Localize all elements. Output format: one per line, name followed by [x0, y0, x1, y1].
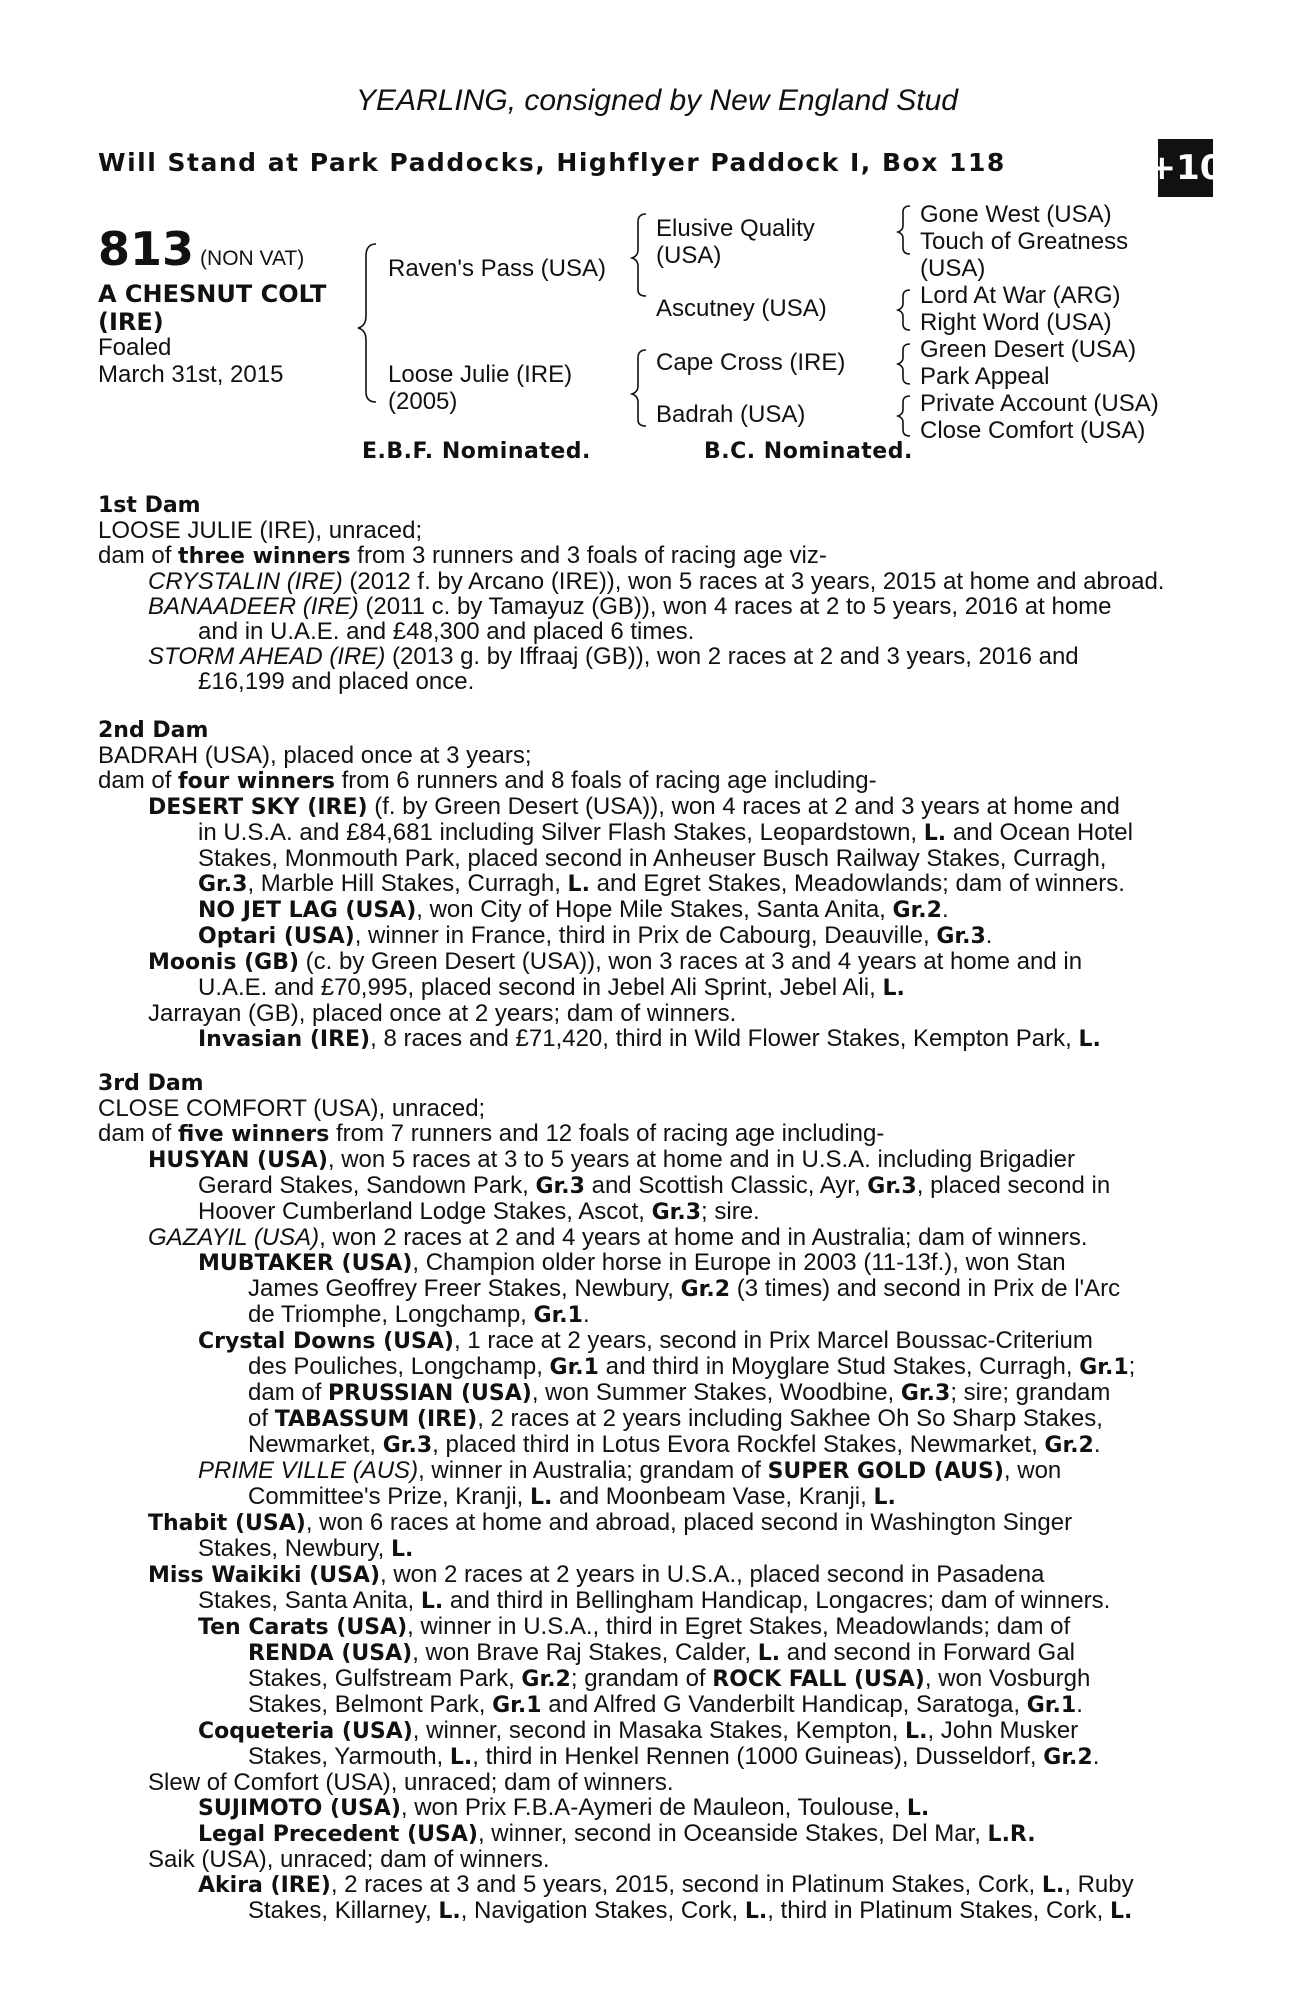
gg-7: Private Account (USA): [920, 390, 1159, 417]
text-run: , third in Henkel Rennen (1000 Guineas), Dusseldorf,: [472, 1743, 1044, 1770]
third-dam-line: [98, 1147, 1194, 1173]
text-run: , won Vosburgh: [924, 1665, 1091, 1692]
text-run: Gr.2: [521, 1667, 571, 1692]
text-run: SUPER GOLD (AUS): [767, 1459, 1004, 1484]
gg-1: Gone West (USA): [920, 201, 1112, 228]
third-dam-line: [98, 1302, 1194, 1328]
text-run: Gr.2: [892, 898, 942, 923]
text-run: Newmarket,: [248, 1431, 383, 1458]
first-dam-heading: 1st Dam: [98, 493, 201, 518]
third-dam-line: Saik (USA), unraced; dam of winners.: [148, 1846, 550, 1873]
text-run: ROCK FALL (USA): [712, 1667, 925, 1692]
text-run: L.: [530, 1485, 553, 1510]
dam-name-line2: (2005): [388, 388, 458, 415]
third-dam-line: [98, 1898, 1194, 1924]
text-run: Gr.2: [680, 1277, 731, 1302]
text-run: Gr.3: [535, 1174, 585, 1199]
third-dam-line: [98, 1536, 1194, 1562]
text-run: dam of: [98, 1120, 179, 1147]
text-run: STORM AHEAD (IRE): [148, 643, 386, 670]
second-dam-heading: 2nd Dam: [98, 718, 209, 743]
text-run: Akira (IRE): [198, 1873, 331, 1898]
gg-5: Green Desert (USA): [920, 336, 1137, 363]
third-dam-line: [98, 1276, 1194, 1302]
text-run: , Navigation Stakes, Cork,: [460, 1897, 745, 1924]
brace-dam: [632, 350, 646, 426]
text-run: L.: [906, 1796, 930, 1821]
third-dam-line: [98, 1173, 1194, 1199]
text-run: Thabit (USA): [148, 1511, 306, 1536]
first-dam-line: [98, 543, 1194, 569]
bc-nomination: B.C. Nominated.: [704, 439, 913, 464]
third-dam-line: [98, 1406, 1194, 1432]
gg-2-line2: (USA): [920, 255, 986, 282]
text-run: L.: [420, 1589, 444, 1614]
text-run: James Geoffrey Freer Stakes, Newbury,: [248, 1275, 681, 1302]
text-run: U.A.E. and £70,995, placed second in Jebel Ali Sprint, Jebel Ali,: [198, 974, 883, 1001]
text-run: and Moonbeam Vase, Kranji,: [552, 1483, 874, 1510]
text-run: , won 5 races at 3 to 5 years at home and in U.S.A. including Brigadier: [327, 1146, 1075, 1173]
brace-g4: [898, 396, 910, 436]
text-run: PRIME VILLE (AUS): [198, 1457, 419, 1484]
gg-4: Right Word (USA): [920, 309, 1112, 336]
text-run: GAZAYIL (USA): [148, 1224, 320, 1251]
text-run: DESERT SKY (IRE): [148, 795, 368, 820]
sire-sire-line1: Elusive Quality: [656, 215, 815, 242]
text-run: L.: [390, 1537, 414, 1562]
text-run: , winner in Australia; grandam of: [418, 1457, 768, 1484]
third-dam-line: Slew of Comfort (USA), unraced; dam of winners.: [148, 1769, 674, 1796]
second-dam-line: [98, 923, 1194, 949]
text-run: .: [1092, 1743, 1100, 1770]
text-run: ; sire; grandam: [950, 1379, 1111, 1406]
text-run: , won City of Hope Mile Stakes, Santa Anita,: [416, 896, 893, 923]
text-run: three winners: [178, 544, 351, 569]
third-dam-line: [98, 1458, 1194, 1484]
third-dam-line: [98, 1692, 1194, 1718]
third-dam-line: [98, 1562, 1194, 1588]
text-run: L.: [923, 821, 947, 846]
text-run: BANAADEER (IRE): [148, 593, 359, 620]
third-dam-line: CLOSE COMFORT (USA), unraced;: [98, 1095, 486, 1122]
text-run: , won 6 races at home and abroad, placed second in Washington Singer: [305, 1509, 1073, 1536]
ebf-nomination: E.B.F. Nominated.: [362, 439, 591, 464]
third-dam-line: [98, 1199, 1194, 1225]
text-run: Miss Waikiki (USA): [148, 1563, 380, 1588]
second-dam-line: [98, 820, 1194, 846]
text-run: CRYSTALIN (IRE): [148, 568, 343, 595]
text-run: Committee's Prize, Kranji,: [248, 1483, 530, 1510]
badge-label: +10: [1147, 148, 1224, 188]
third-dam-line: [98, 1380, 1194, 1406]
text-run: , 8 races and £71,420, third in Wild Flower Stakes, Kempton Park,: [370, 1025, 1079, 1052]
dam-sire: Cape Cross (IRE): [656, 349, 846, 376]
brace-g2: [898, 290, 910, 330]
text-run: Stakes, Killarney,: [248, 1897, 439, 1924]
third-dam-line: [98, 1328, 1194, 1354]
third-dam-line: [98, 1666, 1194, 1692]
text-run: RENDA (USA): [248, 1641, 413, 1666]
text-run: , won: [1003, 1457, 1062, 1484]
gg-6: Park Appeal: [920, 363, 1050, 390]
third-dam-heading: 3rd Dam: [98, 1071, 204, 1096]
text-run: from 7 runners and 12 foals of racing age including-: [329, 1120, 885, 1147]
text-run: Stakes, Newbury,: [198, 1535, 391, 1562]
text-run: Gr.3: [198, 872, 248, 897]
text-run: de Triomphe, Longchamp,: [248, 1301, 534, 1328]
lot-vat: (NON VAT): [200, 247, 305, 270]
text-run: and Egret Stakes, Meadowlands; dam of winners.: [589, 870, 1125, 897]
text-run: , won Brave Raj Stakes, Calder,: [412, 1639, 758, 1666]
text-run: , winner in U.S.A., third in Egret Stakes, Meadowlands; dam of: [407, 1613, 1071, 1640]
brace-parents: [358, 244, 376, 402]
text-run: TABASSUM (IRE): [274, 1407, 478, 1432]
text-run: and Ocean Hotel: [946, 819, 1133, 846]
text-run: Crystal Downs (USA): [198, 1329, 454, 1354]
text-run: , placed third in Lotus Evora Rockfel Stakes, Newmarket,: [432, 1431, 1045, 1458]
text-run: Ten Carats (USA): [198, 1615, 408, 1640]
text-run: L.: [449, 1745, 473, 1770]
text-run: .: [582, 1301, 590, 1328]
text-run: MUBTAKER (USA): [198, 1251, 413, 1276]
text-run: , placed second in: [916, 1172, 1111, 1199]
text-run: Stakes, Gulfstream Park,: [248, 1665, 522, 1692]
text-run: of: [248, 1405, 275, 1432]
text-run: Stakes, Santa Anita,: [198, 1587, 421, 1614]
text-run: Gr.3: [936, 924, 986, 949]
text-run: , Ruby: [1064, 1871, 1134, 1898]
third-dam-line: [98, 1225, 1194, 1250]
gg-2-line1: Touch of Greatness: [920, 228, 1129, 255]
text-run: Legal Precedent (USA): [198, 1822, 478, 1847]
third-dam-line: [98, 1484, 1194, 1510]
text-run: .: [941, 896, 949, 923]
text-run: .: [1093, 1431, 1101, 1458]
text-run: NO JET LAG (USA): [198, 898, 417, 923]
text-run: (3 times) and second in Prix de l'Arc: [730, 1275, 1121, 1302]
second-dam-line: [98, 871, 1194, 897]
text-run: (2013 g. by Iffraaj (GB)), won 2 races at 2 and 3 years, 2016 and: [385, 643, 1079, 670]
text-run: PRUSSIAN (USA): [328, 1381, 532, 1406]
text-run: Coqueteria (USA): [198, 1719, 413, 1744]
text-run: L.: [567, 872, 590, 897]
text-run: , winner, second in Masaka Stakes, Kempton,: [412, 1717, 906, 1744]
brace-g3: [898, 344, 910, 384]
text-run: Stakes, Yarmouth,: [248, 1743, 450, 1770]
text-run: Gr.2: [1044, 1433, 1094, 1458]
text-run: Gr.1: [1079, 1355, 1129, 1380]
text-run: and third in Bellingham Handicap, Longacres; dam of winners.: [443, 1587, 1111, 1614]
first-dam-line: [98, 644, 1194, 669]
dam-name-line1: Loose Julie (IRE): [388, 361, 573, 388]
third-dam-section: [98, 1071, 1194, 1924]
text-run: Gr.1: [549, 1355, 599, 1380]
text-run: L.: [438, 1899, 461, 1924]
text-run: , winner, second in Oceanside Stakes, Del Mar,: [477, 1820, 988, 1847]
text-run: (c. by Green Desert (USA)), won 3 races at 3 and 4 years at home and in: [299, 948, 1083, 975]
first-dam-line: £16,199 and placed once.: [198, 668, 475, 695]
third-dam-line: [98, 1121, 1194, 1147]
text-run: L.: [1110, 1899, 1133, 1924]
dam-dam: Badrah (USA): [656, 401, 806, 428]
text-run: Gr.2: [1043, 1745, 1093, 1770]
text-run: Optari (USA): [198, 924, 355, 949]
text-run: L.: [744, 1899, 768, 1924]
second-dam-line: [98, 768, 1194, 794]
horse-name-line1: A CHESNUT COLT: [98, 280, 327, 308]
text-run: des Pouliches, Longchamp,: [248, 1353, 550, 1380]
text-run: ; sire.: [701, 1198, 760, 1225]
text-run: Moonis (GB): [148, 950, 300, 975]
second-dam-line: [98, 975, 1194, 1001]
text-run: HUSYAN (USA): [148, 1148, 328, 1173]
third-dam-line: [98, 1614, 1194, 1640]
text-run: from 3 runners and 3 foals of racing age viz-: [350, 542, 827, 569]
brace-sire: [632, 214, 646, 296]
third-dam-line: [98, 1821, 1194, 1847]
text-run: Invasian (IRE): [198, 1027, 371, 1052]
text-run: and second in Forward Gal: [780, 1639, 1075, 1666]
first-dam-line: LOOSE JULIE (IRE), unraced;: [98, 517, 423, 544]
third-dam-line: [98, 1640, 1194, 1666]
text-run: , Marble Hill Stakes, Curragh,: [247, 870, 568, 897]
text-run: L.: [1041, 1873, 1065, 1898]
text-run: dam of: [248, 1379, 329, 1406]
text-run: and Alfred G Vanderbilt Handicap, Saratoga,: [541, 1691, 1027, 1718]
text-run: , John Musker: [927, 1717, 1079, 1744]
text-run: Gr.1: [533, 1303, 583, 1328]
second-dam-line: [98, 897, 1194, 923]
first-dam-line: and in U.A.E. and £48,300 and placed 6 times.: [198, 618, 695, 645]
text-run: , winner in France, third in Prix de Cabourg, Deauville,: [354, 922, 937, 949]
text-run: Gr.1: [492, 1693, 542, 1718]
brace-g1: [898, 206, 910, 254]
first-dam-line: [98, 569, 1194, 594]
third-dam-line: [98, 1510, 1194, 1536]
text-run: L.: [905, 1719, 928, 1744]
text-run: , won Summer Stakes, Woodbine,: [531, 1379, 901, 1406]
text-run: L.: [1078, 1027, 1101, 1052]
text-run: .: [1076, 1691, 1083, 1718]
sire-dam: Ascutney (USA): [656, 295, 827, 322]
text-run: from 6 runners and 8 foals of racing age including-: [334, 767, 877, 794]
text-run: L.: [757, 1641, 781, 1666]
text-run: four winners: [178, 769, 335, 794]
text-run: Gr.3: [651, 1200, 702, 1225]
gg-8: Close Comfort (USA): [920, 417, 1146, 444]
text-run: .: [985, 922, 993, 949]
text-run: (2011 c. by Tamayuz (GB)), won 4 races at 2 to 5 years, 2016 at home: [358, 593, 1112, 620]
text-run: and Scottish Classic, Ayr,: [584, 1172, 868, 1199]
second-dam-line: [98, 794, 1194, 820]
third-dam-line: [98, 1432, 1194, 1458]
second-dam-line: Jarrayan (GB), placed once at 2 years; dam of winners.: [148, 1000, 737, 1027]
stand-location: Will Stand at Park Paddocks, Highflyer Paddock I, Box 118: [98, 148, 1006, 177]
text-run: Gr.3: [867, 1174, 917, 1199]
sire-sire-line2: (USA): [656, 242, 722, 269]
text-run: ; grandam of: [570, 1665, 713, 1692]
text-run: L.: [882, 976, 905, 1001]
second-dam-section: [98, 718, 1194, 1052]
text-run: in U.S.A. and £84,681 including Silver Flash Stakes, Leopardstown,: [198, 819, 924, 846]
third-dam-line: [98, 1872, 1194, 1898]
text-run: Stakes, Belmont Park,: [248, 1691, 493, 1718]
text-run: , won 2 races at 2 and 4 years at home and in Australia; dam of winners.: [319, 1224, 1088, 1251]
text-run: dam of: [98, 767, 179, 794]
first-dam-section: [98, 493, 1194, 694]
third-dam-line: [98, 1718, 1194, 1744]
text-run: , won 2 races at 2 years in U.S.A., placed second in Pasadena: [380, 1561, 1045, 1588]
lot-number: 813: [98, 222, 195, 276]
text-run: dam of: [98, 542, 179, 569]
text-run: Gr.3: [382, 1433, 433, 1458]
page-title: YEARLING, consigned by New England Stud: [355, 84, 958, 117]
sire-name: Raven's Pass (USA): [388, 255, 606, 282]
foaled-date: March 31st, 2015: [98, 361, 284, 388]
text-run: Gr.3: [900, 1381, 951, 1406]
second-dam-line: BADRAH (USA), placed once at 3 years;: [98, 742, 532, 769]
third-dam-line: [98, 1354, 1194, 1380]
third-dam-line: [98, 1744, 1194, 1770]
text-run: , third in Platinum Stakes, Cork,: [767, 1897, 1111, 1924]
text-run: L.: [873, 1485, 896, 1510]
second-dam-line: Stakes, Monmouth Park, placed second in Anheuser Busch Railway Stakes, Curragh,: [198, 845, 1107, 872]
text-run: Gerard Stakes, Sandown Park,: [198, 1172, 536, 1199]
second-dam-line: [98, 949, 1194, 975]
text-run: L.R.: [987, 1822, 1036, 1847]
text-run: Gr.1: [1026, 1693, 1077, 1718]
text-run: and third in Moyglare Stud Stakes, Curragh,: [598, 1353, 1080, 1380]
horse-name-line2: (IRE): [98, 308, 164, 336]
text-run: , 1 race at 2 years, second in Prix Marcel Boussac-Criterium: [453, 1327, 1093, 1354]
text-run: , 2 races at 2 years including Sakhee Oh So Sharp Stakes,: [477, 1405, 1103, 1432]
second-dam-line: [98, 1026, 1194, 1052]
third-dam-line: [98, 1250, 1194, 1276]
text-run: , Champion older horse in Europe in 2003 (11-13f.), won Stan: [412, 1249, 1066, 1276]
text-run: , won Prix F.B.A-Aymeri de Mauleon, Toulouse,: [400, 1794, 907, 1821]
text-run: SUJIMOTO (USA): [198, 1796, 401, 1821]
first-dam-line: [98, 594, 1194, 619]
text-run: (f. by Green Desert (USA)), won 4 races at 2 and 3 years at home and: [367, 793, 1120, 820]
text-run: five winners: [178, 1122, 330, 1147]
text-run: (2012 f. by Arcano (IRE)), won 5 races at 3 years, 2015 at home and abroad.: [342, 568, 1165, 595]
text-run: ;: [1128, 1353, 1136, 1380]
third-dam-line: [98, 1795, 1194, 1821]
gg-3: Lord At War (ARG): [920, 282, 1121, 309]
third-dam-line: [98, 1588, 1194, 1614]
text-run: , 2 races at 3 and 5 years, 2015, second in Platinum Stakes, Cork,: [330, 1871, 1042, 1898]
text-run: Hoover Cumberland Lodge Stakes, Ascot,: [198, 1198, 652, 1225]
foaled-label: Foaled: [98, 334, 172, 361]
